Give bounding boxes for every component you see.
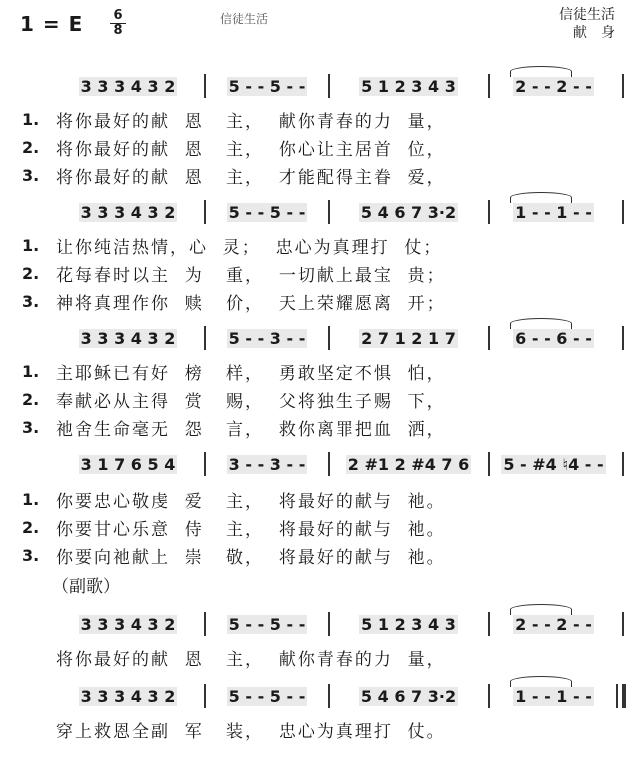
tie-arc — [510, 604, 572, 615]
chorus-label: （副歌） — [52, 577, 120, 597]
lyric-line: 1. 将你最好的献 恩 主， 献你青春的力 量， — [22, 109, 446, 132]
tie-arc — [510, 676, 572, 687]
measure: 5 1 2 3 4 3 — [361, 76, 456, 96]
measure: 5 4 6 7 3·2 — [360, 686, 457, 706]
category-label — [559, 6, 615, 42]
lyric-line: 2. 奉献必从主得 赏 赐， 父将独生子赐 下， — [22, 389, 446, 412]
lyric-line: 穿上救恩全副 军 装， 忠心为真理打 仗。 — [56, 721, 446, 742]
tie-arc — [510, 66, 572, 77]
measure: 5 4 6 7 3·2 — [360, 202, 457, 222]
tie-arc — [510, 192, 572, 203]
lyric-line: 2. 花每春时以主 为 重， 一切献上最宝 贵； — [22, 263, 446, 286]
measure: 3 1 7 6 5 4 — [80, 454, 176, 474]
measure: 5 - - 3 - - — [228, 328, 306, 348]
measure: 1 - - 1 - - — [515, 202, 592, 222]
measure: 2 7 1 2 1 7 — [361, 328, 456, 348]
measure: 2 - - 2 - - — [515, 614, 592, 634]
measure: 3 3 3 4 3 2 — [80, 614, 176, 634]
measure: 5 - - 5 - - — [228, 686, 306, 706]
measure: 3 3 3 4 3 2 — [80, 76, 176, 96]
category-title: 信徒生活 — [559, 7, 615, 23]
measure: 1 - - 1 - - — [515, 686, 592, 706]
time-signature-bottom: 8 — [113, 23, 123, 38]
lyric-line: 将你最好的献 恩 主， 献你青春的力 量， — [56, 649, 446, 670]
lyric-line: 3. 神将真理作你 赎 价， 天上荣耀愿离 开； — [22, 291, 446, 314]
measure: 3 3 3 4 3 2 — [80, 202, 176, 222]
time-signature — [110, 10, 126, 37]
lyric-line: 3. 你要向祂献上 崇 敬， 将最好的献与 祂。 — [22, 545, 446, 568]
source-note: 信徒生活 — [220, 12, 269, 26]
key-signature: 1 = E — [20, 12, 84, 36]
measure: 5 - - 5 - - — [228, 76, 306, 96]
lyric-line: 2. 你要甘心乐意 侍 主， 将最好的献与 祂。 — [22, 517, 446, 540]
measure: 3 - - 3 - - — [228, 454, 306, 474]
measure: 5 - - 5 - - — [228, 202, 306, 222]
measure: 3 3 3 4 3 2 — [80, 328, 176, 348]
measure: 6 - - 6 - - — [515, 328, 592, 348]
measure: 2 - - 2 - - — [515, 76, 592, 96]
measure: 3 3 3 4 3 2 — [80, 686, 176, 706]
lyric-line: 1. 你要忠心敬虔 爱 主， 将最好的献与 祂。 — [22, 489, 446, 512]
measure: 5 1 2 3 4 3 — [361, 614, 456, 634]
lyric-line: 1. 让你纯洁热情，心 灵； 忠心为真理打 仗； — [22, 235, 443, 258]
lyric-line: 3. 将你最好的献 恩 主， 才能配得主眷 爱， — [22, 165, 446, 188]
lyric-line: 2. 将你最好的献 恩 主， 你心让主居首 位， — [22, 137, 446, 160]
category-sub: 献 身 — [573, 25, 615, 41]
notation-line — [0, 450, 637, 478]
tie-arc — [510, 318, 572, 329]
measure: 5 - #4 ♮4 - - — [503, 454, 604, 474]
time-signature-top: 6 — [113, 8, 123, 23]
measure: 2 #1 2 #4 7 6 — [347, 454, 470, 474]
measure: 5 - - 5 - - — [228, 614, 306, 634]
lyric-line: 1. 主耶稣已有好 榜 样， 勇敢坚定不惧 怕， — [22, 361, 446, 384]
lyric-line: 3. 祂舍生命毫无 怨 言， 救你离罪把血 洒， — [22, 417, 446, 440]
